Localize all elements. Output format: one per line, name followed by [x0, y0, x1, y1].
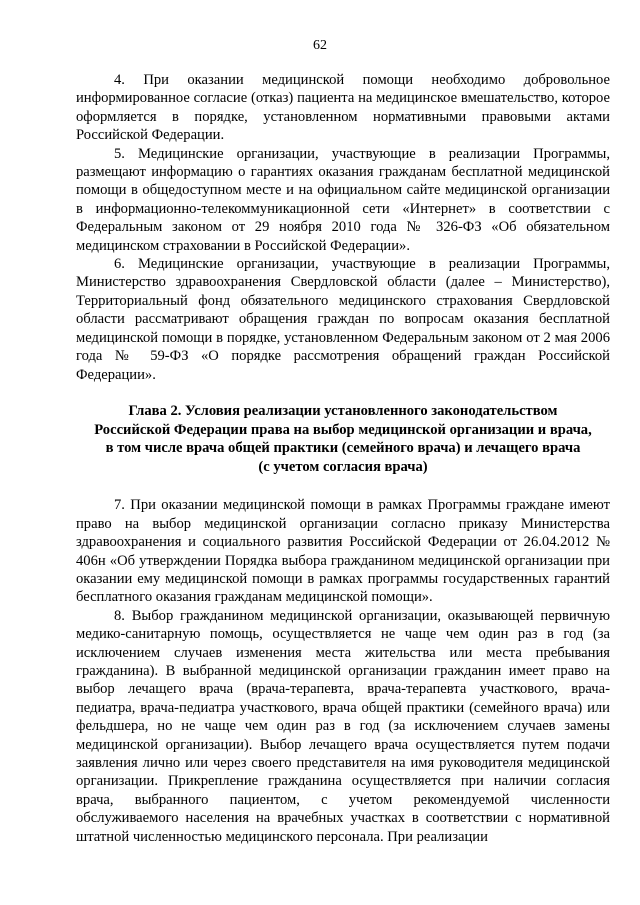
chapter-title-line: Глава 2. Условия реализации установленного законодательством — [128, 402, 558, 419]
section-spacer — [76, 384, 610, 402]
paragraph-7: 7. При оказании медицинской помощи в рамках Программы граждане имеют право на выбор медицинской организации согласно приказу Министерства здравоохранения и социального развития Российской Федерации от 26.04.2012 № 406н «Об утверждении Порядка выбора гражданином медицинской организации при оказании ему медицинской помощи в рамках программы государственных гарантий бесплатного оказания гражданам медицинской помощи». — [76, 497, 610, 606]
paragraph-6: 6. Медицинские организации, участвующие в реализации Программы, Министерство здравоохранения Свердловской области (далее – Министерство), Территориальный фонд обязательного медицинского страхования Свердловской области рассматривают обращения граждан по вопросам оказания бесплатной медицинской помощи в порядке, установленном Федеральным законом от 2 мая 2006 года № 59-ФЗ «О порядке рассмотрения обращений граждан Российской Федерации». — [76, 256, 610, 383]
paragraph-5: 5. Медицинские организации, участвующие в реализации Программы, размещают информацию о гарантиях оказания гражданам бесплатной медицинской помощи в общедоступном месте и на официальном сайте медицинской организации в информационно-телекоммуникационной сети «Интернет» в соответствии с Федеральным законом от 29 ноября 2010 года № 326-ФЗ «Об обязательном медицинском страховании в Российской Федерации». — [76, 145, 610, 254]
chapter-title — [76, 402, 610, 476]
chapter-title-line: (с учетом согласия врача) — [258, 458, 428, 475]
page-number: 62 — [313, 38, 327, 53]
chapter-title-line: в том числе врача общей практики (семейного врача) и лечащего врача — [105, 440, 581, 457]
chapter-title-line: Российской Федерации права на выбор медицинской организации и врача, — [94, 421, 592, 438]
paragraph-8: 8. Выбор гражданином медицинской организации, оказывающей первичную медико-санитарную помощь, осуществляется не чаще чем один раз в год (за исключением случаев изменения места жительства или места пребывания гражданина). В выбранной медицинской организации гражданин имеет право на выбор лечащего врача (врача-терапевта, врача-терапевта участкового, врача-педиатра, врача-педиатра участкового, врача общей практики (семейного врача) или фельдшера, но не чаще чем один раз в год (за исключением случаев замены медицинской организации). Выбор лечащего врача осуществляется путем подачи заявления лично или через своего представителя на имя руководителя медицинской организации. Прикрепление гражданина осуществляется при наличии согласия врача, выбранного пациентом, с учетом рекомендуемой численности обслуживаемого населения на врачебных участках в соответствии с нормативной штатной численностью медицинского персонала. При реализации — [76, 607, 610, 845]
section-spacer — [76, 476, 610, 496]
document-body — [76, 71, 610, 846]
paragraph-4: 4. При оказании медицинской помощи необходимо добровольное информированное согласие (отказ) пациента на медицинское вмешательство, которое оформляется в порядке, установленном нормативными правовыми актами Российской Федерации. — [76, 72, 610, 144]
